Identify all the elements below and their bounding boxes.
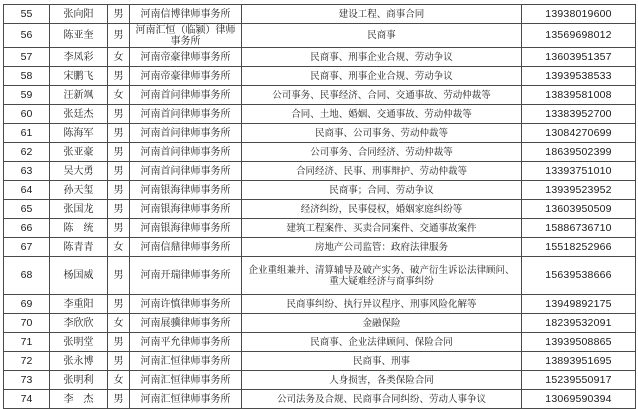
row-number-cell: 56 (4, 24, 50, 48)
row-number-cell: 58 (4, 67, 50, 86)
table-row (4, 333, 636, 352)
phone-number-cell: 13569698012 (522, 24, 636, 48)
gender-cell: 女 (108, 86, 130, 105)
phone-number-cell: 13939508865 (522, 333, 636, 352)
law-firm-cell: 河南开瑞律师事务所 (130, 257, 242, 295)
row-number-cell: 64 (4, 181, 50, 200)
law-firm-cell: 河南首问律师事务所 (130, 124, 242, 143)
lawyer-name-cell: 李凤彩 (50, 48, 108, 67)
practice-area-cell: 公司事务、合同经济、劳动仲裁等 (242, 143, 522, 162)
phone-number-cell: 13939523952 (522, 181, 636, 200)
practice-area-cell: 民商事、刑事企业合规、劳动争议 (242, 67, 522, 86)
gender-cell: 女 (108, 48, 130, 67)
practice-area-cell: 合同经济、民事、刑事辩护、劳动仲裁等 (242, 162, 522, 181)
practice-area-cell: 民商事纠纷、执行异议程序、刑事风险化解等 (242, 295, 522, 314)
row-number-cell: 72 (4, 352, 50, 371)
gender-cell: 女 (108, 371, 130, 390)
phone-number-cell: 13383952700 (522, 105, 636, 124)
law-firm-cell: 河南帝豪律师事务所 (130, 48, 242, 67)
phone-number-cell: 15639538666 (522, 257, 636, 295)
practice-area-cell: 民商事、企业法律顾问、保险合同 (242, 333, 522, 352)
row-number-cell: 63 (4, 162, 50, 181)
law-firm-cell: 河南银海律师事务所 (130, 219, 242, 238)
law-firm-cell: 河南信鼎律师事务所 (130, 238, 242, 257)
lawyer-name-cell: 张明利 (50, 371, 108, 390)
lawyer-name-cell: 陈海军 (50, 124, 108, 143)
law-firm-cell: 河南首问律师事务所 (130, 143, 242, 162)
phone-number-cell: 13839581008 (522, 86, 636, 105)
lawyer-table (3, 4, 636, 409)
row-number-cell: 69 (4, 295, 50, 314)
table-row (4, 48, 636, 67)
row-number-cell: 55 (4, 5, 50, 24)
gender-cell: 男 (108, 105, 130, 124)
lawyer-name-cell: 陈 统 (50, 219, 108, 238)
row-number-cell: 62 (4, 143, 50, 162)
law-firm-cell: 河南首问律师事务所 (130, 162, 242, 181)
phone-number-cell: 13939538533 (522, 67, 636, 86)
table-row (4, 105, 636, 124)
table-row (4, 390, 636, 409)
law-firm-cell: 河南首问律师事务所 (130, 86, 242, 105)
lawyer-name-cell: 陈亚奎 (50, 24, 108, 48)
lawyer-name-cell: 李 杰 (50, 390, 108, 409)
practice-area-cell: 民商事、刑事企业合规、劳动争议 (242, 48, 522, 67)
table-row (4, 200, 636, 219)
row-number-cell: 59 (4, 86, 50, 105)
lawyer-name-cell: 张廷杰 (50, 105, 108, 124)
phone-number-cell: 13938019600 (522, 5, 636, 24)
practice-area-cell: 房地产公司监管：政府法律服务 (242, 238, 522, 257)
gender-cell: 男 (108, 219, 130, 238)
lawyer-name-cell: 张永博 (50, 352, 108, 371)
row-number-cell: 60 (4, 105, 50, 124)
table-row (4, 5, 636, 24)
row-number-cell: 61 (4, 124, 50, 143)
row-number-cell: 67 (4, 238, 50, 257)
phone-number-cell: 13949892175 (522, 295, 636, 314)
practice-area-cell: 建筑工程案件、买卖合同案件、交通事故案件 (242, 219, 522, 238)
table-row (4, 143, 636, 162)
practice-area-cell: 建设工程、商事合同 (242, 5, 522, 24)
lawyer-table-body (4, 5, 636, 409)
phone-number-cell: 18239532091 (522, 314, 636, 333)
law-firm-cell: 河南汇恒律师事务所 (130, 352, 242, 371)
phone-number-cell: 13603950509 (522, 200, 636, 219)
row-number-cell: 70 (4, 314, 50, 333)
phone-number-cell: 18639502399 (522, 143, 636, 162)
phone-number-cell: 15886736710 (522, 219, 636, 238)
lawyer-name-cell: 李重阳 (50, 295, 108, 314)
phone-number-cell: 15518252966 (522, 238, 636, 257)
practice-area-cell: 人身损害，各类保险合同 (242, 371, 522, 390)
table-row (4, 124, 636, 143)
gender-cell: 男 (108, 352, 130, 371)
gender-cell: 男 (108, 67, 130, 86)
law-firm-cell: 河南汇恒律师事务所 (130, 371, 242, 390)
row-number-cell: 73 (4, 371, 50, 390)
law-firm-cell: 河南汇恒律师事务所 (130, 390, 242, 409)
table-row (4, 219, 636, 238)
phone-number-cell: 13893951695 (522, 352, 636, 371)
practice-area-cell: 合同、土地、婚姻、交通事故、劳动仲裁等 (242, 105, 522, 124)
gender-cell: 男 (108, 181, 130, 200)
table-row (4, 238, 636, 257)
lawyer-name-cell: 杨国威 (50, 257, 108, 295)
lawyer-name-cell: 张国龙 (50, 200, 108, 219)
law-firm-cell: 河南银海律师事务所 (130, 181, 242, 200)
table-row (4, 67, 636, 86)
gender-cell: 男 (108, 124, 130, 143)
lawyer-name-cell: 吴大勇 (50, 162, 108, 181)
table-row (4, 295, 636, 314)
table-row (4, 371, 636, 390)
row-number-cell: 65 (4, 200, 50, 219)
gender-cell: 男 (108, 295, 130, 314)
phone-number-cell: 15239550917 (522, 371, 636, 390)
law-firm-cell: 河南许慎律师事务所 (130, 295, 242, 314)
practice-area-cell: 公司事务、民事经济、合同、交通事故、劳动仲裁等 (242, 86, 522, 105)
practice-area-cell: 民商事、公司事务、劳动仲裁等 (242, 124, 522, 143)
lawyer-name-cell: 宋鹏飞 (50, 67, 108, 86)
law-firm-cell: 河南展骥律师事务所 (130, 314, 242, 333)
phone-number-cell: 13603951357 (522, 48, 636, 67)
gender-cell: 男 (108, 333, 130, 352)
gender-cell: 女 (108, 314, 130, 333)
phone-number-cell: 13393751010 (522, 162, 636, 181)
lawyer-name-cell: 汪新飒 (50, 86, 108, 105)
law-firm-cell: 河南平允律师事务所 (130, 333, 242, 352)
practice-area-cell: 经济纠纷，民事侵权，婚姻家庭纠纷等 (242, 200, 522, 219)
lawyer-name-cell: 孙天玺 (50, 181, 108, 200)
gender-cell: 男 (108, 24, 130, 48)
practice-area-cell: 民商事 (242, 24, 522, 48)
practice-area-cell: 民商事；合同、劳动争议 (242, 181, 522, 200)
law-firm-cell: 河南首问律师事务所 (130, 105, 242, 124)
table-row (4, 86, 636, 105)
gender-cell: 男 (108, 257, 130, 295)
gender-cell: 男 (108, 162, 130, 181)
gender-cell: 男 (108, 5, 130, 24)
law-firm-cell: 河南信博律师事务所 (130, 5, 242, 24)
practice-area-cell: 企业重组兼并、清算辅导及破产实务、破产衍生诉讼法律顾问、重大疑难经济与商事纠纷 (242, 257, 522, 295)
gender-cell: 女 (108, 238, 130, 257)
lawyer-name-cell: 陈青青 (50, 238, 108, 257)
phone-number-cell: 13069590394 (522, 390, 636, 409)
gender-cell: 男 (108, 390, 130, 409)
table-row (4, 162, 636, 181)
lawyer-name-cell: 张亚豪 (50, 143, 108, 162)
row-number-cell: 66 (4, 219, 50, 238)
row-number-cell: 74 (4, 390, 50, 409)
lawyer-name-cell: 张明堂 (50, 333, 108, 352)
table-row (4, 314, 636, 333)
row-number-cell: 71 (4, 333, 50, 352)
row-number-cell: 68 (4, 257, 50, 295)
law-firm-cell: 河南帝豪律师事务所 (130, 67, 242, 86)
practice-area-cell: 公司法务及合规、民商事合同纠纷、劳动人事争议 (242, 390, 522, 409)
table-row (4, 257, 636, 295)
table-row (4, 352, 636, 371)
law-firm-cell: 河南银海律师事务所 (130, 200, 242, 219)
phone-number-cell: 13084270699 (522, 124, 636, 143)
gender-cell: 男 (108, 200, 130, 219)
table-row (4, 181, 636, 200)
law-firm-cell: 河南汇恒（临颍）律师事务所 (130, 24, 242, 48)
gender-cell: 男 (108, 143, 130, 162)
practice-area-cell: 金融保险 (242, 314, 522, 333)
row-number-cell: 57 (4, 48, 50, 67)
table-row (4, 24, 636, 48)
lawyer-name-cell: 张向阳 (50, 5, 108, 24)
lawyer-name-cell: 李欣欣 (50, 314, 108, 333)
lawyer-directory-sheet (0, 4, 638, 405)
practice-area-cell: 民商事、刑事 (242, 352, 522, 371)
